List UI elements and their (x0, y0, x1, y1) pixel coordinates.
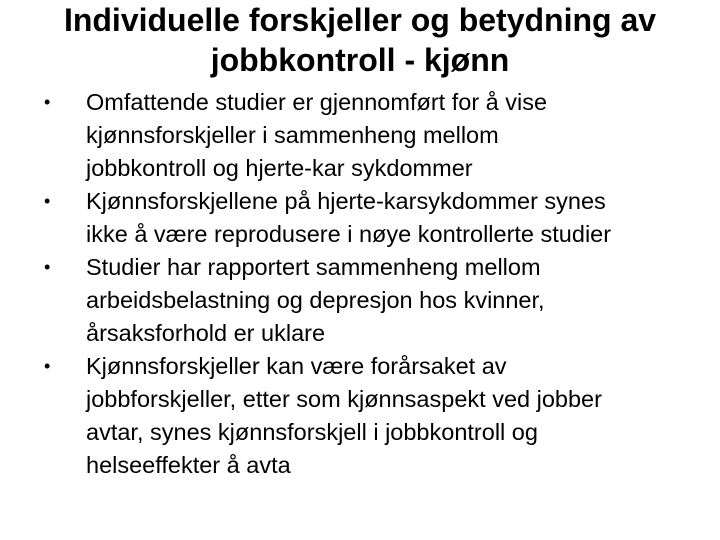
bullet-text-line: helseeffekter å avta (86, 452, 291, 478)
bullet-text-line: Omfattende studier er gjennomført for å vise (86, 89, 548, 115)
bullet-text-line: ikke å være reprodusere i nøye kontrollerte studier (86, 221, 612, 247)
bullet-icon: • (44, 191, 51, 211)
bullet-text-line: årsaksforhold er uklare (86, 320, 326, 346)
bullet-item-4 (0, 350, 720, 482)
bullet-item-1 (0, 86, 720, 185)
bullet-text-line: Studier har rapportert sammenheng mellom (86, 254, 541, 280)
bullet-item-2 (0, 185, 720, 251)
bullet-text-line: jobbkontroll og hjerte-kar sykdommer (86, 155, 473, 181)
bullet-text-line: kjønnsforskjeller i sammenheng mellom (86, 122, 499, 148)
bullet-icon: • (44, 257, 51, 277)
slide-title-line-1: Individuelle forskjeller og betydning av (63, 2, 657, 38)
bullet-text-line: avtar, synes kjønnsforskjell i jobbkontroll og (86, 419, 538, 445)
slide-title-line-2: jobbkontroll - kjønn (210, 42, 510, 78)
bullet-text-line: arbeidsbelastning og depresjon hos kvinner, (86, 287, 545, 313)
bullet-item-3 (0, 251, 720, 350)
bullet-text-line: Kjønnsforskjeller kan være forårsaket av (86, 353, 507, 379)
bullet-list (0, 86, 720, 482)
bullet-text-line: jobbforskjeller, etter som kjønnsaspekt ved jobber (86, 386, 602, 412)
slide-title (0, 0, 720, 80)
bullet-icon: • (44, 356, 51, 376)
bullet-text-line: Kjønnsforskjellene på hjerte-karsykdommer synes (86, 188, 606, 214)
bullet-icon: • (44, 92, 51, 112)
